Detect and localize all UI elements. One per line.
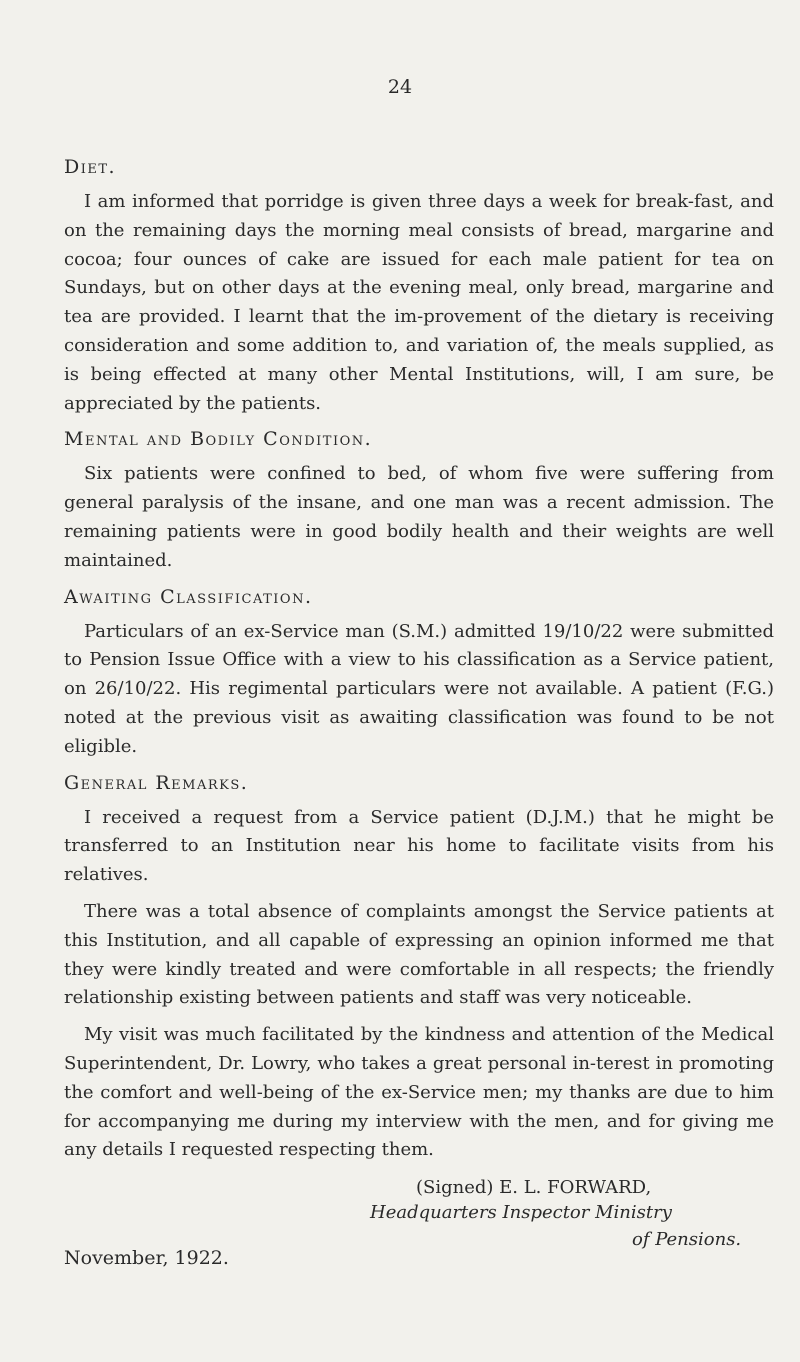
- section-awaiting-classification: [64, 584, 774, 762]
- section-general-remarks: [64, 770, 774, 1166]
- document-date: November, 1922.: [64, 1247, 229, 1270]
- section-heading: Awaiting Classification.: [64, 585, 313, 608]
- paragraph: Six patients were confined to bed, of whom five were suffering from general paralysis of the insane, and one man was a recent admission. The remaining patients were in good bodily health and their weights are well maintained.: [64, 463, 774, 571]
- section-mental-bodily-condition: [64, 426, 774, 575]
- paragraph: Particulars of an ex-Service man (S.M.) admitted 19/10/22 were submitted to Pension Issue Office with a view to his classification as a Service patient, on 26/10/22. His regimental particulars were not available. A patient (F.G.) noted at the previous visit as awaiting classification was found to be not eligible.: [64, 620, 774, 757]
- section-diet: [64, 154, 774, 418]
- document-body: [64, 154, 774, 1295]
- signed-line: (Signed) E. L. FORWARD,: [416, 1177, 652, 1199]
- section-heading: Mental and Bodily Condition.: [64, 428, 373, 451]
- page-number: 24: [387, 76, 413, 98]
- paragraph: I am informed that porridge is given three days a week for break-fast, and on the remaining days the morning meal consists of bread, margarine and cocoa; four ounces of cake are issued for each male patient for tea on Sundays, but on other days at the evening meal, only bread, margarine and tea are provided. I learnt that the im-provement of the dietary is receiving consideration and some addition to, and variation of, the meals supplied, as is being effected at many other Mental Institutions, will, I am sure, be appreciated by the patients.: [64, 191, 774, 414]
- section-heading: Diet.: [64, 156, 117, 178]
- paragraph: I received a request from a Service patient (D.J.M.) that he might be transferred to an Institution near his home to facilitate visits from his relatives.: [64, 806, 774, 886]
- signatory-title-continued: of Pensions.: [632, 1229, 742, 1251]
- signatory-title: Headquarters Inspector Ministry: [370, 1202, 672, 1224]
- paragraph: There was a total absence of complaints amongst the Service patients at this Institution, and all capable of expressing an opinion informed me that they were kindly treated and were comfortable in all respects; the friendly relationship existing between patients and staff was very noticeable.: [64, 900, 774, 1009]
- section-heading: General Remarks.: [64, 771, 249, 794]
- paragraph: My visit was much facilitated by the kindness and attention of the Medical Superintendent, Dr. Lowry, who takes a great personal in-terest in promoting the comfort and well-being of the ex-Service men; my thanks are due to him for accompanying me during my interview with the men, and for giving me any details I requested respecting them.: [64, 1024, 774, 1161]
- signature-block: [64, 1175, 774, 1295]
